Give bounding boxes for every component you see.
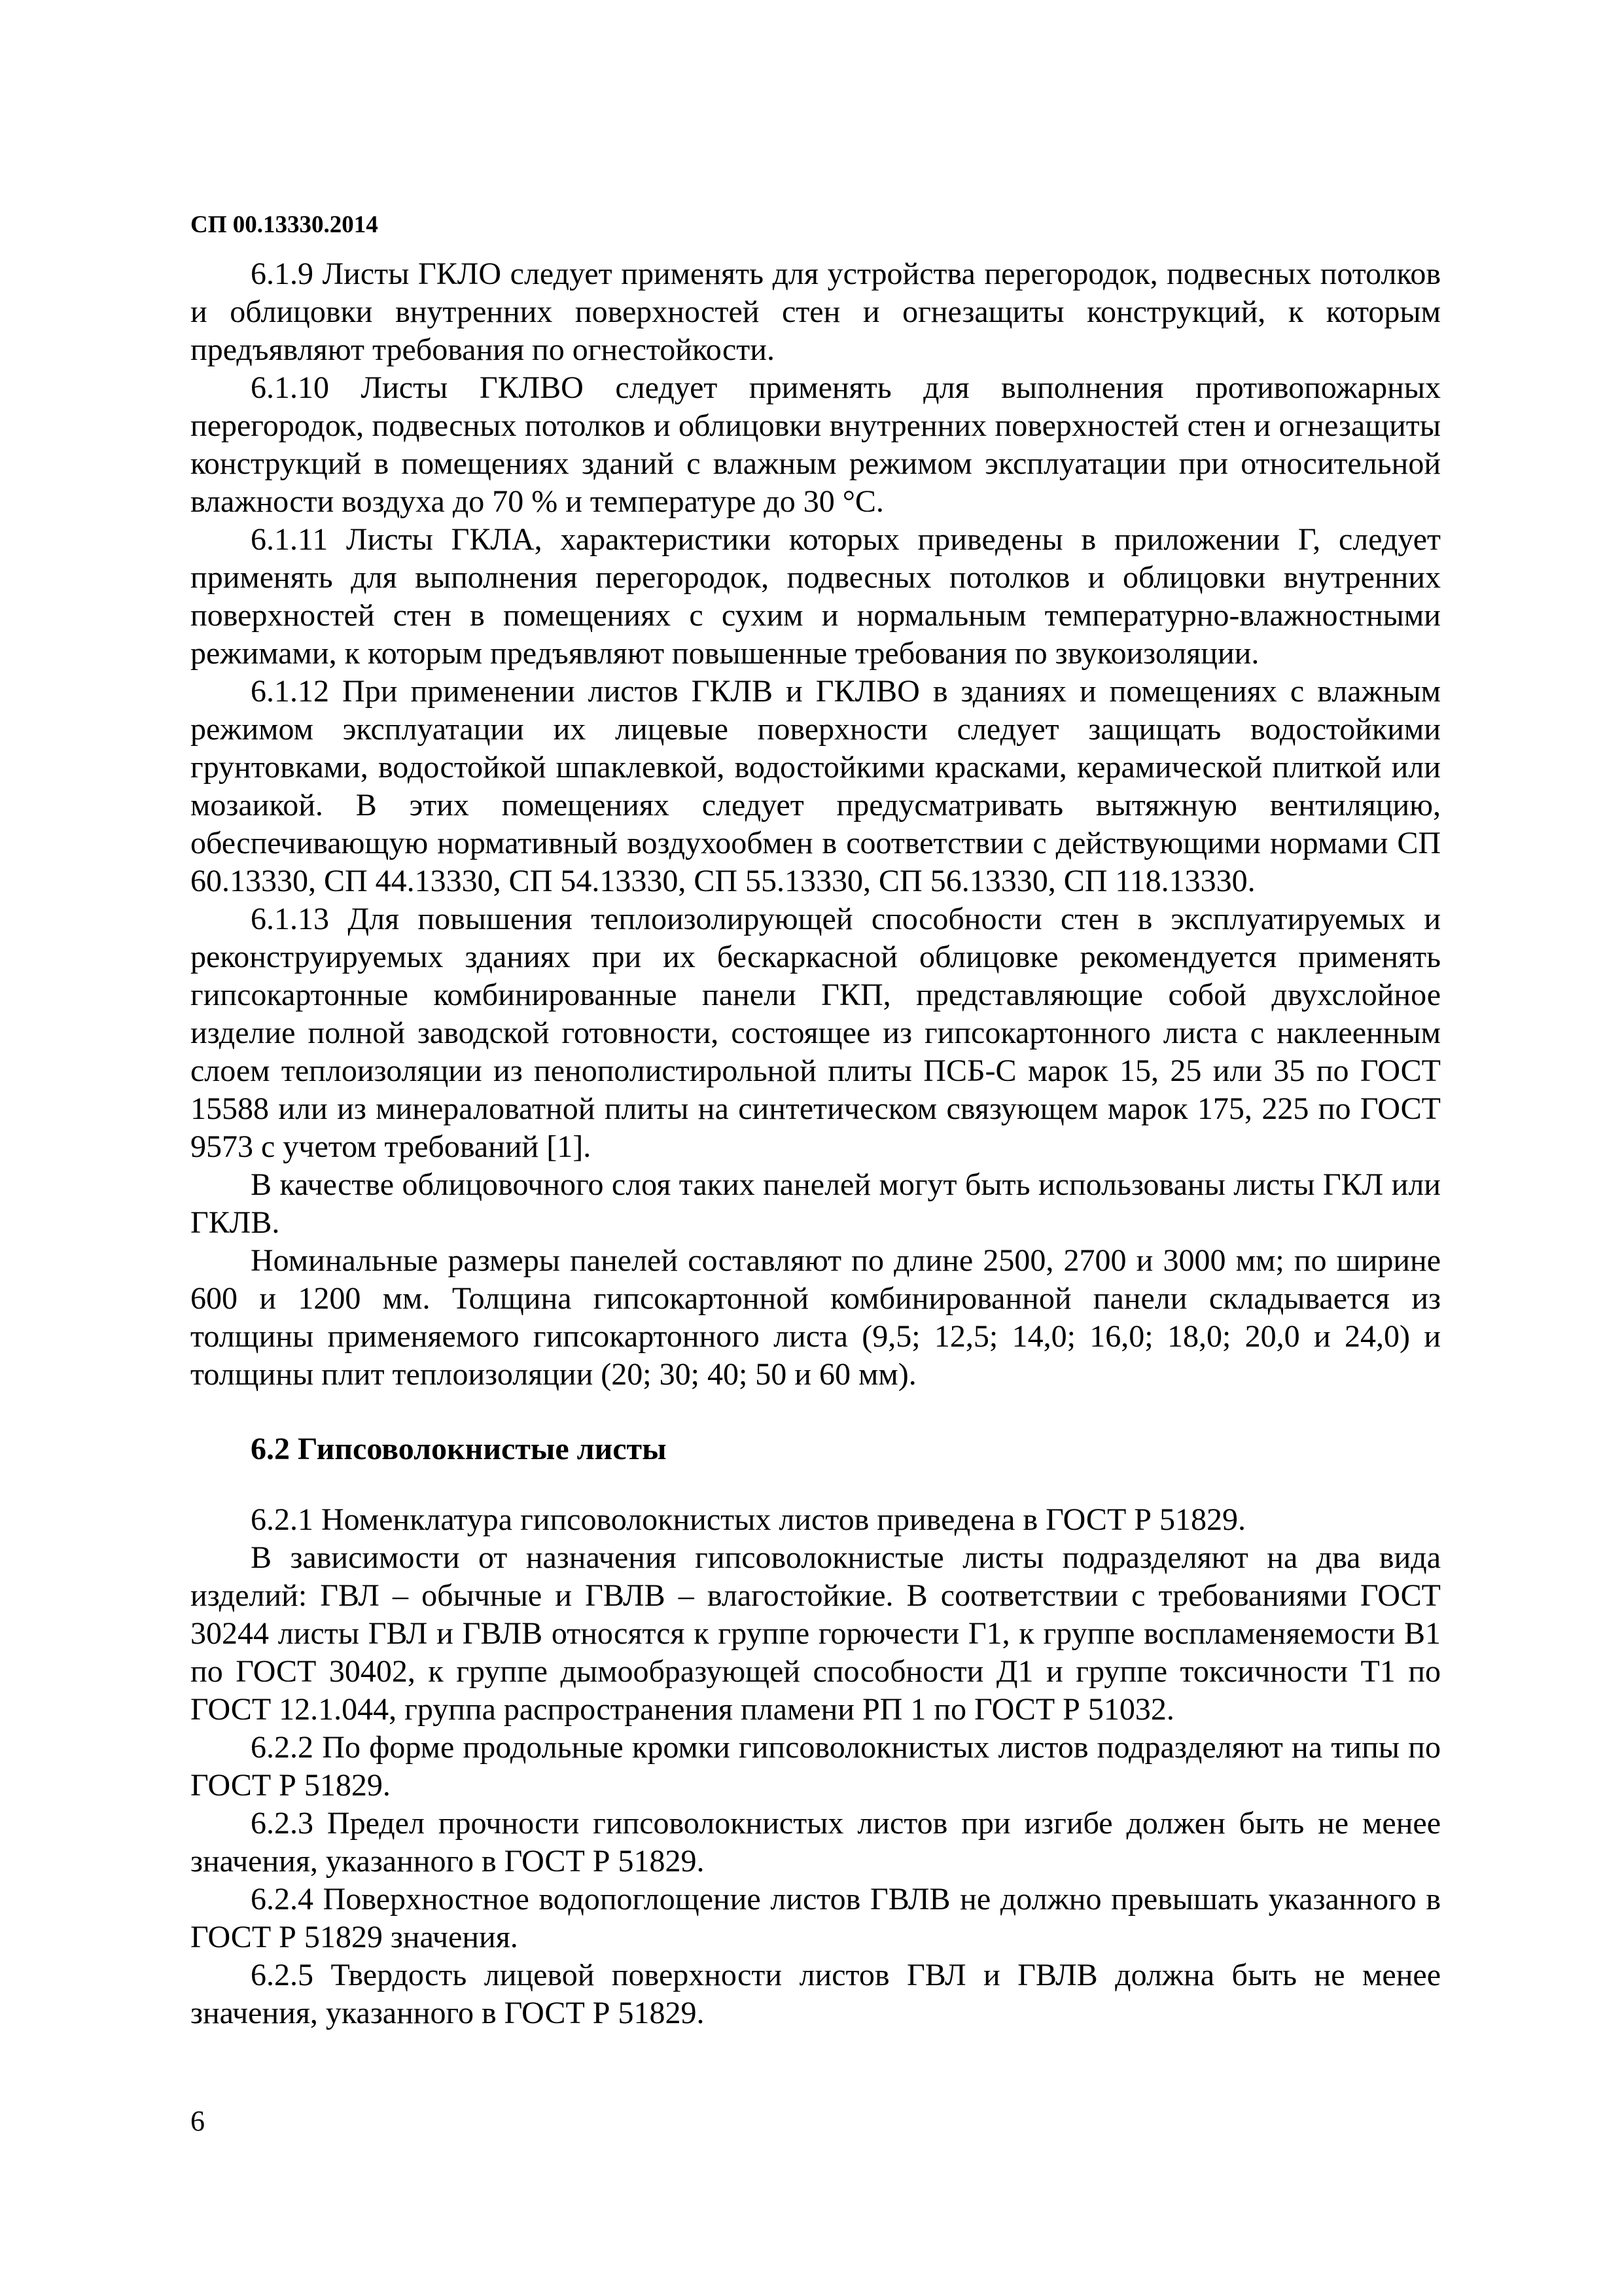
- paragraph-6-2-5: 6.2.5 Твердость лицевой поверхности листов ГВЛ и ГВЛВ должна быть не менее значения, указанного в ГОСТ Р 51829.: [190, 1958, 1441, 2030]
- paragraph-6-2-1: 6.2.1 Номенклатура гипсоволокнистых листов приведена в ГОСТ Р 51829.: [251, 1502, 1246, 1537]
- paragraph-6-2-3: 6.2.3 Предел прочности гипсоволокнистых листов при изгибе должен быть не менее значения, указанного в ГОСТ Р 51829.: [190, 1806, 1441, 1879]
- paragraph-6-1-10: 6.1.10 Листы ГКЛВО следует применять для выполнения противопожарных перегородок, подвесных потолков и облицовки внутренних поверхностей стен и огнезащиты конструкций в помещениях зданий с влажным режимом эксплуатации при относительной влажности воздуха до 70 % и температуре до 30 °С.: [190, 370, 1441, 519]
- paragraph-cladding-layer: В качестве облицовочного слоя таких панелей могут быть использованы листы ГКЛ или ГКЛВ.: [190, 1167, 1441, 1240]
- paragraph-gvl-types: В зависимости от назначения гипсоволокнистые листы подразделяют на два вида изделий: ГВЛ – обычные и ГВЛВ – влагостойкие. В соответствии с требованиями ГОСТ 30244 листы ГВЛ и ГВЛВ относятся к группе горючести Г1, к группе воспламеняемости В1 по ГОСТ 30402, к группе дымообразующей способности Д1 и группе токсичности Т1 по ГОСТ 12.1.044, группа распространения пламени РП 1 по ГОСТ Р 51032.: [190, 1540, 1441, 1727]
- paragraph-6-1-12: 6.1.12 При применении листов ГКЛВ и ГКЛВО в зданиях и помещениях с влажным режимом эксплуатации их лицевые поверхности следует защищать водостойкими грунтовками, водостойкой шпаклевкой, водостойкими красками, керамической плиткой или мозаикой. В этих помещениях следует предусматривать вытяжную вентиляцию, обеспечивающую нормативный воздухообмен в соответствии с действующими нормами СП 60.13330, СП 44.13330, СП 54.13330, СП 55.13330, СП 56.13330, СП 118.13330.: [190, 674, 1441, 898]
- paragraph-6-1-9: 6.1.9 Листы ГКЛО следует применять для устройства перегородок, подвесных потолков и облицовки внутренних поверхностей стен и огнезащиты конструкций, к которым предъявляют требования по огнестойкости.: [190, 256, 1441, 367]
- section-heading-6-2: 6.2 Гипсоволокнистые листы: [251, 1432, 667, 1466]
- paragraph-6-2-4: 6.2.4 Поверхностное водопоглощение листов ГВЛВ не должно превышать указанного в ГОСТ Р 51829 значения.: [190, 1882, 1441, 1954]
- paragraph-6-1-11: 6.1.11 Листы ГКЛА, характеристики которых приведены в приложении Г, следует применять для выполнения перегородок, подвесных потолков и облицовки внутренних поверхностей стен в помещениях с сухим и нормальным температурно-влажностными режимами, к которым предъявляют повышенные требования по звукоизоляции.: [190, 522, 1441, 671]
- document-body: [190, 255, 1441, 2032]
- paragraph-6-2-2: 6.2.2 По форме продольные кромки гипсоволокнистых листов подразделяют на типы по ГОСТ Р 51829.: [190, 1730, 1441, 1803]
- page-number: 6: [190, 2105, 205, 2137]
- paragraph-panel-sizes: Номинальные размеры панелей составляют по длине 2500, 2700 и 3000 мм; по ширине 600 и 1200 мм. Толщина гипсокартонной комбинированной панели складывается из толщины применяемого гипсокартонного листа (9,5; 12,5; 14,0; 16,0; 18,0; 20,0 и 24,0) и толщины плит теплоизоляции (20; 30; 40; 50 и 60 мм).: [190, 1243, 1441, 1392]
- paragraph-6-1-13: 6.1.13 Для повышения теплоизолирующей способности стен в эксплуатируемых и реконструируемых зданиях при их бескаркасной облицовке рекомендуется применять гипсокартонные комбинированные панели ГКП, представляющие собой двухслойное изделие полной заводской готовности, состоящее из гипсокартонного листа с наклеенным слоем теплоизоляции из пенополистирольной плиты ПСБ-С марок 15, 25 или 35 по ГОСТ 15588 или из минераловатной плиты на синтетическом связующем марок 175, 225 по ГОСТ 9573 с учетом требований [1].: [190, 902, 1441, 1164]
- document-code: СП 00.13330.2014: [190, 211, 378, 238]
